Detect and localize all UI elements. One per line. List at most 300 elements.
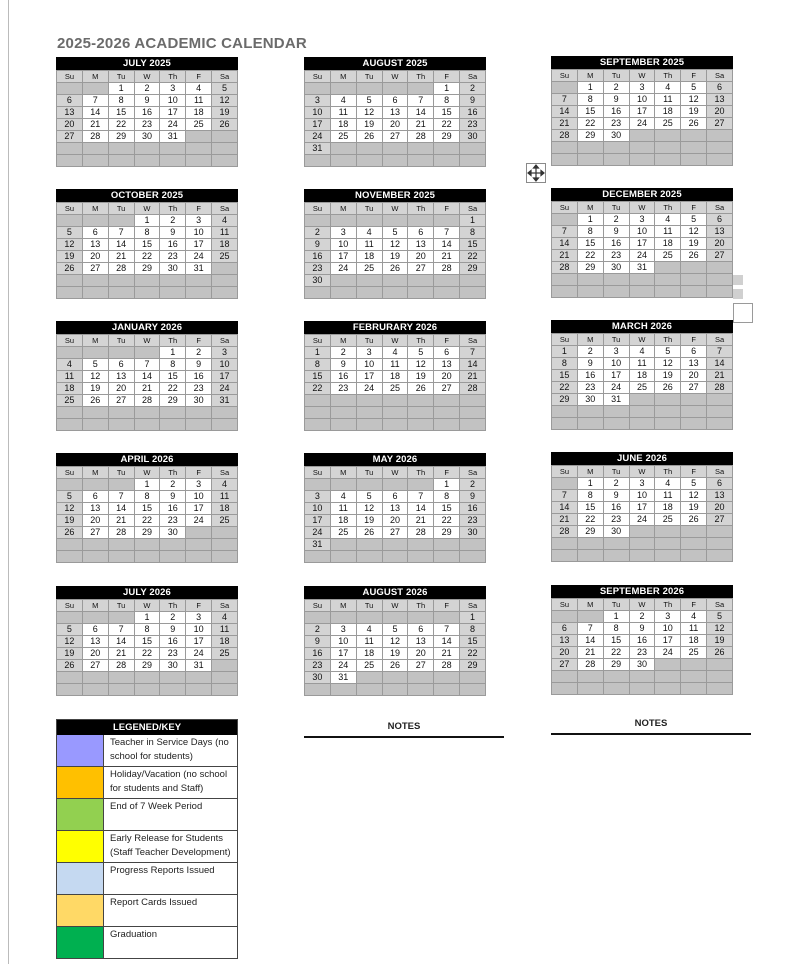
day-cell[interactable]: 24 xyxy=(186,251,212,263)
day-cell[interactable]: 7 xyxy=(434,624,460,636)
day-cell[interactable]: 7 xyxy=(460,347,486,359)
day-cell[interactable]: 11 xyxy=(57,371,83,383)
day-cell[interactable]: 14 xyxy=(707,358,733,370)
day-cell[interactable]: 4 xyxy=(212,612,238,624)
day-cell[interactable]: 22 xyxy=(577,118,603,130)
day-cell[interactable]: 28 xyxy=(408,131,434,143)
day-cell[interactable]: 25 xyxy=(655,118,681,130)
day-cell[interactable]: 28 xyxy=(108,660,134,672)
day-cell[interactable]: 1 xyxy=(552,346,578,358)
day-cell[interactable]: 17 xyxy=(330,251,356,263)
day-cell[interactable]: 28 xyxy=(434,660,460,672)
day-cell[interactable]: 19 xyxy=(82,383,108,395)
day-cell[interactable]: 24 xyxy=(305,131,331,143)
day-cell[interactable]: 9 xyxy=(577,358,603,370)
day-cell[interactable]: 2 xyxy=(603,478,629,490)
day-cell[interactable]: 30 xyxy=(603,130,629,142)
day-cell[interactable]: 14 xyxy=(552,238,578,250)
day-cell[interactable]: 6 xyxy=(408,227,434,239)
day-cell[interactable]: 29 xyxy=(134,660,160,672)
day-cell[interactable]: 5 xyxy=(82,359,108,371)
day-cell[interactable]: 21 xyxy=(134,383,160,395)
day-cell[interactable]: 27 xyxy=(82,527,108,539)
day-cell[interactable]: 18 xyxy=(655,238,681,250)
day-cell[interactable]: 20 xyxy=(434,371,460,383)
day-cell[interactable]: 4 xyxy=(57,359,83,371)
day-cell[interactable]: 20 xyxy=(707,502,733,514)
day-cell[interactable]: 19 xyxy=(212,107,238,119)
day-cell[interactable]: 3 xyxy=(305,491,331,503)
day-cell[interactable]: 24 xyxy=(305,527,331,539)
day-cell[interactable]: 2 xyxy=(160,479,186,491)
day-cell[interactable]: 8 xyxy=(134,624,160,636)
day-cell[interactable]: 11 xyxy=(681,623,707,635)
day-cell[interactable]: 4 xyxy=(655,214,681,226)
day-cell[interactable]: 27 xyxy=(82,660,108,672)
day-cell[interactable]: 10 xyxy=(629,94,655,106)
day-cell[interactable]: 4 xyxy=(382,347,408,359)
day-cell[interactable]: 19 xyxy=(681,106,707,118)
day-cell[interactable]: 18 xyxy=(212,239,238,251)
day-cell[interactable]: 17 xyxy=(305,515,331,527)
day-cell[interactable]: 2 xyxy=(577,346,603,358)
day-cell[interactable]: 30 xyxy=(186,395,212,407)
day-cell[interactable]: 22 xyxy=(460,648,486,660)
day-cell[interactable]: 31 xyxy=(330,672,356,684)
day-cell[interactable]: 30 xyxy=(577,394,603,406)
day-cell[interactable]: 17 xyxy=(356,371,382,383)
day-cell[interactable]: 18 xyxy=(330,119,356,131)
day-cell[interactable]: 8 xyxy=(552,358,578,370)
day-cell[interactable]: 30 xyxy=(160,660,186,672)
day-cell[interactable]: 15 xyxy=(552,370,578,382)
day-cell[interactable]: 27 xyxy=(82,263,108,275)
day-cell[interactable]: 22 xyxy=(577,514,603,526)
day-cell[interactable]: 15 xyxy=(434,503,460,515)
day-cell[interactable]: 11 xyxy=(212,227,238,239)
day-cell[interactable]: 18 xyxy=(212,503,238,515)
day-cell[interactable]: 17 xyxy=(186,239,212,251)
day-cell[interactable]: 3 xyxy=(603,346,629,358)
day-cell[interactable]: 29 xyxy=(577,526,603,538)
day-cell[interactable]: 5 xyxy=(57,491,83,503)
day-cell[interactable]: 17 xyxy=(629,502,655,514)
day-cell[interactable]: 6 xyxy=(57,95,83,107)
day-cell[interactable]: 8 xyxy=(134,227,160,239)
day-cell[interactable]: 22 xyxy=(305,383,331,395)
day-cell[interactable]: 26 xyxy=(382,263,408,275)
day-cell[interactable]: 13 xyxy=(82,636,108,648)
day-cell[interactable]: 22 xyxy=(134,515,160,527)
day-cell[interactable]: 10 xyxy=(186,227,212,239)
day-cell[interactable]: 29 xyxy=(108,131,134,143)
day-cell[interactable]: 13 xyxy=(57,107,83,119)
day-cell[interactable]: 20 xyxy=(408,251,434,263)
day-cell[interactable]: 27 xyxy=(681,382,707,394)
day-cell[interactable]: 3 xyxy=(186,479,212,491)
day-cell[interactable]: 21 xyxy=(408,119,434,131)
day-cell[interactable]: 3 xyxy=(356,347,382,359)
day-cell[interactable]: 3 xyxy=(186,612,212,624)
day-cell[interactable]: 13 xyxy=(382,503,408,515)
day-cell[interactable]: 17 xyxy=(629,106,655,118)
day-cell[interactable]: 15 xyxy=(305,371,331,383)
day-cell[interactable]: 5 xyxy=(681,82,707,94)
day-cell[interactable]: 26 xyxy=(356,131,382,143)
day-cell[interactable]: 18 xyxy=(186,107,212,119)
day-cell[interactable]: 15 xyxy=(460,239,486,251)
day-cell[interactable]: 23 xyxy=(603,514,629,526)
day-cell[interactable]: 7 xyxy=(408,95,434,107)
day-cell[interactable]: 27 xyxy=(707,250,733,262)
day-cell[interactable]: 18 xyxy=(655,502,681,514)
day-cell[interactable]: 21 xyxy=(707,370,733,382)
day-cell[interactable]: 31 xyxy=(629,262,655,274)
day-cell[interactable]: 14 xyxy=(408,503,434,515)
day-cell[interactable]: 27 xyxy=(707,514,733,526)
day-cell[interactable]: 12 xyxy=(57,503,83,515)
day-cell[interactable]: 30 xyxy=(603,262,629,274)
day-cell[interactable]: 30 xyxy=(134,131,160,143)
day-cell[interactable]: 26 xyxy=(408,383,434,395)
day-cell[interactable]: 23 xyxy=(577,382,603,394)
day-cell[interactable]: 14 xyxy=(408,107,434,119)
day-cell[interactable]: 28 xyxy=(552,262,578,274)
day-cell[interactable]: 11 xyxy=(655,226,681,238)
day-cell[interactable]: 29 xyxy=(134,263,160,275)
day-cell[interactable]: 24 xyxy=(629,118,655,130)
day-cell[interactable]: 19 xyxy=(356,119,382,131)
day-cell[interactable]: 3 xyxy=(655,611,681,623)
day-cell[interactable]: 2 xyxy=(460,83,486,95)
day-cell[interactable]: 5 xyxy=(408,347,434,359)
day-cell[interactable]: 18 xyxy=(212,636,238,648)
day-cell[interactable]: 28 xyxy=(108,263,134,275)
day-cell[interactable]: 13 xyxy=(707,490,733,502)
day-cell[interactable]: 14 xyxy=(552,106,578,118)
day-cell[interactable]: 30 xyxy=(629,659,655,671)
day-cell[interactable]: 20 xyxy=(707,238,733,250)
day-cell[interactable]: 6 xyxy=(82,227,108,239)
day-cell[interactable]: 4 xyxy=(330,95,356,107)
day-cell[interactable]: 27 xyxy=(382,527,408,539)
day-cell[interactable]: 20 xyxy=(57,119,83,131)
day-cell[interactable]: 7 xyxy=(134,359,160,371)
day-cell[interactable]: 18 xyxy=(330,515,356,527)
day-cell[interactable]: 31 xyxy=(186,660,212,672)
day-cell[interactable]: 22 xyxy=(434,515,460,527)
day-cell[interactable]: 21 xyxy=(552,514,578,526)
day-cell[interactable]: 9 xyxy=(460,95,486,107)
day-cell[interactable]: 28 xyxy=(707,382,733,394)
day-cell[interactable]: 29 xyxy=(460,263,486,275)
day-cell[interactable]: 6 xyxy=(382,95,408,107)
day-cell[interactable]: 23 xyxy=(603,118,629,130)
day-cell[interactable]: 13 xyxy=(707,94,733,106)
day-cell[interactable]: 24 xyxy=(629,514,655,526)
day-cell[interactable]: 22 xyxy=(134,251,160,263)
day-cell[interactable]: 10 xyxy=(186,491,212,503)
day-cell[interactable]: 25 xyxy=(186,119,212,131)
day-cell[interactable]: 1 xyxy=(134,479,160,491)
day-cell[interactable]: 24 xyxy=(160,119,186,131)
day-cell[interactable]: 9 xyxy=(160,491,186,503)
day-cell[interactable]: 20 xyxy=(707,106,733,118)
day-cell[interactable]: 25 xyxy=(330,527,356,539)
day-cell[interactable]: 8 xyxy=(160,359,186,371)
day-cell[interactable]: 7 xyxy=(552,94,578,106)
day-cell[interactable]: 19 xyxy=(655,370,681,382)
day-cell[interactable]: 9 xyxy=(134,95,160,107)
day-cell[interactable]: 20 xyxy=(82,515,108,527)
day-cell[interactable]: 14 xyxy=(108,636,134,648)
day-cell[interactable]: 12 xyxy=(681,94,707,106)
day-cell[interactable]: 28 xyxy=(577,659,603,671)
day-cell[interactable]: 30 xyxy=(305,672,331,684)
day-cell[interactable]: 11 xyxy=(655,94,681,106)
day-cell[interactable]: 7 xyxy=(552,226,578,238)
day-cell[interactable]: 13 xyxy=(408,636,434,648)
day-cell[interactable]: 2 xyxy=(460,479,486,491)
day-cell[interactable]: 12 xyxy=(212,95,238,107)
day-cell[interactable]: 26 xyxy=(82,395,108,407)
day-cell[interactable]: 7 xyxy=(408,491,434,503)
day-cell[interactable]: 22 xyxy=(434,119,460,131)
day-cell[interactable]: 26 xyxy=(655,382,681,394)
day-cell[interactable]: 6 xyxy=(552,623,578,635)
day-cell[interactable]: 29 xyxy=(552,394,578,406)
day-cell[interactable]: 23 xyxy=(160,251,186,263)
day-cell[interactable]: 17 xyxy=(629,238,655,250)
day-cell[interactable]: 5 xyxy=(212,83,238,95)
day-cell[interactable]: 27 xyxy=(57,131,83,143)
day-cell[interactable]: 14 xyxy=(460,359,486,371)
day-cell[interactable]: 4 xyxy=(629,346,655,358)
day-cell[interactable]: 20 xyxy=(108,383,134,395)
day-cell[interactable]: 19 xyxy=(57,648,83,660)
day-cell[interactable]: 6 xyxy=(108,359,134,371)
day-cell[interactable]: 16 xyxy=(186,371,212,383)
day-cell[interactable]: 6 xyxy=(707,214,733,226)
day-cell[interactable]: 29 xyxy=(603,659,629,671)
day-cell[interactable]: 31 xyxy=(160,131,186,143)
day-cell[interactable]: 1 xyxy=(460,612,486,624)
day-cell[interactable]: 6 xyxy=(382,491,408,503)
day-cell[interactable]: 8 xyxy=(603,623,629,635)
day-cell[interactable]: 27 xyxy=(382,131,408,143)
day-cell[interactable]: 2 xyxy=(186,347,212,359)
day-cell[interactable]: 22 xyxy=(603,647,629,659)
day-cell[interactable]: 2 xyxy=(330,347,356,359)
day-cell[interactable]: 15 xyxy=(460,636,486,648)
day-cell[interactable]: 24 xyxy=(356,383,382,395)
day-cell[interactable]: 10 xyxy=(212,359,238,371)
day-cell[interactable]: 16 xyxy=(460,107,486,119)
day-cell[interactable]: 28 xyxy=(108,527,134,539)
day-cell[interactable]: 10 xyxy=(330,239,356,251)
day-cell[interactable]: 28 xyxy=(460,383,486,395)
day-cell[interactable]: 30 xyxy=(305,275,331,287)
day-cell[interactable]: 9 xyxy=(305,636,331,648)
day-cell[interactable]: 27 xyxy=(108,395,134,407)
day-cell[interactable]: 3 xyxy=(629,478,655,490)
day-cell[interactable]: 7 xyxy=(82,95,108,107)
day-cell[interactable]: 18 xyxy=(356,648,382,660)
day-cell[interactable]: 9 xyxy=(330,359,356,371)
day-cell[interactable]: 11 xyxy=(212,624,238,636)
day-cell[interactable]: 11 xyxy=(655,490,681,502)
day-cell[interactable]: 19 xyxy=(382,251,408,263)
day-cell[interactable]: 15 xyxy=(434,107,460,119)
day-cell[interactable]: 9 xyxy=(603,94,629,106)
day-cell[interactable]: 7 xyxy=(552,490,578,502)
day-cell[interactable]: 9 xyxy=(603,226,629,238)
day-cell[interactable]: 10 xyxy=(629,226,655,238)
day-cell[interactable]: 7 xyxy=(577,623,603,635)
day-cell[interactable]: 30 xyxy=(460,131,486,143)
day-cell[interactable]: 31 xyxy=(212,395,238,407)
day-cell[interactable]: 5 xyxy=(382,624,408,636)
day-cell[interactable]: 23 xyxy=(629,647,655,659)
day-cell[interactable]: 9 xyxy=(460,491,486,503)
day-cell[interactable]: 9 xyxy=(603,490,629,502)
day-cell[interactable]: 21 xyxy=(577,647,603,659)
day-cell[interactable]: 19 xyxy=(681,238,707,250)
day-cell[interactable]: 20 xyxy=(82,251,108,263)
day-cell[interactable]: 6 xyxy=(707,478,733,490)
day-cell[interactable]: 20 xyxy=(82,648,108,660)
day-cell[interactable]: 8 xyxy=(434,95,460,107)
move-icon[interactable] xyxy=(526,163,546,183)
day-cell[interactable]: 18 xyxy=(382,371,408,383)
day-cell[interactable]: 29 xyxy=(160,395,186,407)
day-cell[interactable]: 14 xyxy=(577,635,603,647)
day-cell[interactable]: 15 xyxy=(134,239,160,251)
day-cell[interactable]: 5 xyxy=(57,624,83,636)
day-cell[interactable]: 25 xyxy=(212,515,238,527)
day-cell[interactable]: 27 xyxy=(552,659,578,671)
day-cell[interactable]: 20 xyxy=(552,647,578,659)
day-cell[interactable]: 5 xyxy=(681,478,707,490)
day-cell[interactable]: 17 xyxy=(186,503,212,515)
day-cell[interactable]: 4 xyxy=(655,478,681,490)
day-cell[interactable]: 26 xyxy=(356,527,382,539)
day-cell[interactable]: 30 xyxy=(460,527,486,539)
day-cell[interactable]: 14 xyxy=(108,503,134,515)
day-cell[interactable]: 22 xyxy=(108,119,134,131)
day-cell[interactable]: 27 xyxy=(707,118,733,130)
day-cell[interactable]: 17 xyxy=(655,635,681,647)
day-cell[interactable]: 25 xyxy=(356,263,382,275)
day-cell[interactable]: 26 xyxy=(382,660,408,672)
day-cell[interactable]: 23 xyxy=(603,250,629,262)
day-cell[interactable]: 11 xyxy=(382,359,408,371)
day-cell[interactable]: 29 xyxy=(434,131,460,143)
day-cell[interactable]: 4 xyxy=(212,215,238,227)
day-cell[interactable]: 12 xyxy=(356,503,382,515)
day-cell[interactable]: 14 xyxy=(434,636,460,648)
day-cell[interactable]: 8 xyxy=(434,491,460,503)
day-cell[interactable]: 28 xyxy=(408,527,434,539)
day-cell[interactable]: 20 xyxy=(408,648,434,660)
day-cell[interactable]: 25 xyxy=(382,383,408,395)
resize-handle-icon[interactable] xyxy=(733,303,753,323)
day-cell[interactable]: 11 xyxy=(356,636,382,648)
day-cell[interactable]: 3 xyxy=(629,82,655,94)
day-cell[interactable]: 21 xyxy=(460,371,486,383)
day-cell[interactable]: 19 xyxy=(356,515,382,527)
day-cell[interactable]: 16 xyxy=(160,503,186,515)
day-cell[interactable]: 1 xyxy=(108,83,134,95)
day-cell[interactable]: 5 xyxy=(356,95,382,107)
day-cell[interactable]: 29 xyxy=(460,660,486,672)
day-cell[interactable]: 14 xyxy=(434,239,460,251)
day-cell[interactable]: 24 xyxy=(186,515,212,527)
day-cell[interactable]: 12 xyxy=(408,359,434,371)
day-cell[interactable]: 7 xyxy=(108,227,134,239)
day-cell[interactable]: 7 xyxy=(434,227,460,239)
day-cell[interactable]: 1 xyxy=(434,83,460,95)
day-cell[interactable]: 26 xyxy=(681,118,707,130)
day-cell[interactable]: 25 xyxy=(330,131,356,143)
day-cell[interactable]: 27 xyxy=(408,660,434,672)
day-cell[interactable]: 6 xyxy=(408,624,434,636)
day-cell[interactable]: 4 xyxy=(356,227,382,239)
day-cell[interactable]: 14 xyxy=(134,371,160,383)
day-cell[interactable]: 20 xyxy=(382,119,408,131)
day-cell[interactable]: 23 xyxy=(160,648,186,660)
day-cell[interactable]: 21 xyxy=(108,251,134,263)
day-cell[interactable]: 4 xyxy=(186,83,212,95)
day-cell[interactable]: 13 xyxy=(82,503,108,515)
day-cell[interactable]: 2 xyxy=(134,83,160,95)
day-cell[interactable]: 13 xyxy=(681,358,707,370)
day-cell[interactable]: 12 xyxy=(681,226,707,238)
day-cell[interactable]: 21 xyxy=(108,648,134,660)
day-cell[interactable]: 4 xyxy=(655,82,681,94)
day-cell[interactable]: 8 xyxy=(577,490,603,502)
day-cell[interactable]: 16 xyxy=(330,371,356,383)
day-cell[interactable]: 22 xyxy=(577,250,603,262)
day-cell[interactable]: 16 xyxy=(603,106,629,118)
day-cell[interactable]: 12 xyxy=(82,371,108,383)
day-cell[interactable]: 17 xyxy=(186,636,212,648)
day-cell[interactable]: 23 xyxy=(305,263,331,275)
day-cell[interactable]: 12 xyxy=(707,623,733,635)
day-cell[interactable]: 11 xyxy=(356,239,382,251)
day-cell[interactable]: 21 xyxy=(552,118,578,130)
day-cell[interactable]: 16 xyxy=(160,239,186,251)
day-cell[interactable]: 15 xyxy=(577,106,603,118)
day-cell[interactable]: 12 xyxy=(681,490,707,502)
day-cell[interactable]: 12 xyxy=(356,107,382,119)
day-cell[interactable]: 17 xyxy=(212,371,238,383)
day-cell[interactable]: 10 xyxy=(629,490,655,502)
day-cell[interactable]: 3 xyxy=(212,347,238,359)
day-cell[interactable]: 10 xyxy=(655,623,681,635)
day-cell[interactable]: 19 xyxy=(57,251,83,263)
day-cell[interactable]: 10 xyxy=(330,636,356,648)
day-cell[interactable]: 9 xyxy=(160,624,186,636)
day-cell[interactable]: 11 xyxy=(330,107,356,119)
day-cell[interactable]: 14 xyxy=(108,239,134,251)
day-cell[interactable]: 4 xyxy=(212,479,238,491)
day-cell[interactable]: 18 xyxy=(57,383,83,395)
day-cell[interactable]: 13 xyxy=(408,239,434,251)
day-cell[interactable]: 5 xyxy=(681,214,707,226)
day-cell[interactable]: 18 xyxy=(629,370,655,382)
day-cell[interactable]: 15 xyxy=(134,503,160,515)
